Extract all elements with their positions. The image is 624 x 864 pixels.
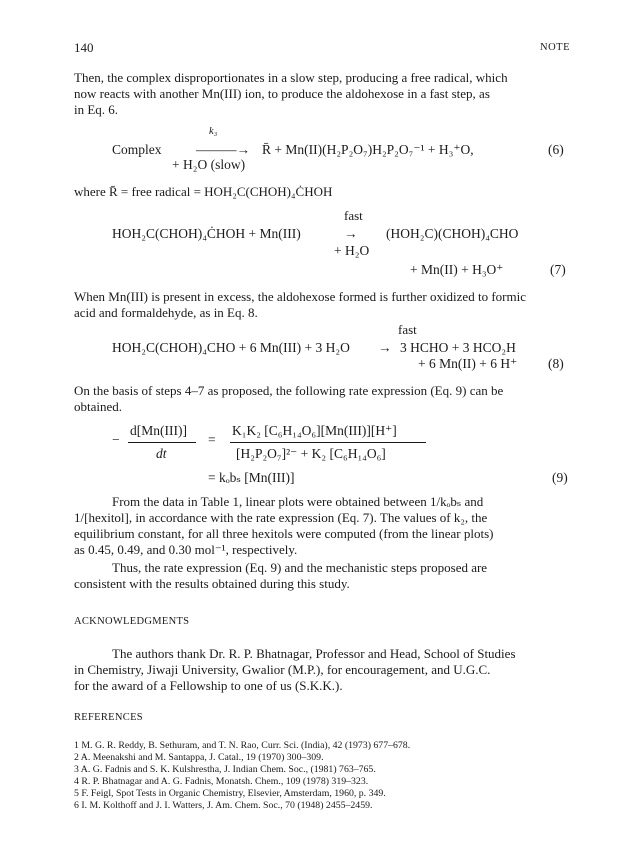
para4-line-1: From the data in Table 1, linear plots were obtained between 1/kₒbₛ and (112, 494, 484, 509)
where-line: where R̄ = free radical = HOH₂C(CHOH)₄ĊHOH (74, 184, 333, 199)
para5-line-2: consistent with the results obtained during this study. (74, 576, 350, 591)
intro-line-3: in Eq. 6. (74, 102, 119, 117)
references-heading: REFERENCES (74, 712, 143, 723)
para4-line-4: as 0.45, 0.49, and 0.30 mol⁻¹, respectively. (74, 542, 298, 557)
ack-heading: ACKNOWLEDGMENTS (74, 616, 190, 627)
eq8-left: HOH₂C(CHOH)₄CHO + 6 Mn(III) + 3 H₂O (112, 340, 350, 355)
reference-item: 2 A. Meenakshi and M. Santappa, J. Catal., 19 (1970) 300–309. (74, 752, 324, 763)
eq8-number: (8) (548, 356, 564, 371)
reference-item: 5 F. Feigl, Spot Tests in Organic Chemistry, Elsevier, Amsterdam, 1960, p. 349. (74, 788, 386, 799)
page-number: 140 (74, 40, 94, 55)
para2-line-2: acid and formaldehyde, as in Eq. 8. (74, 305, 258, 320)
eq8-arrow: → (378, 340, 392, 355)
para3-line-1: On the basis of steps 4–7 as proposed, the following rate expression (Eq. 9) can be (74, 383, 504, 398)
eq8-line2: + 6 Mn(II) + 6 H⁺ (418, 356, 518, 371)
eq9-minus: − (112, 432, 120, 447)
eq9-number: (9) (552, 470, 568, 485)
eq7-line2: + Mn(II) + H₃O⁺ (410, 262, 504, 277)
eq6-right: R̄ + Mn(II)(H₂P₂O₇)H₂P₂O₇⁻¹ + H₃⁺O, (262, 142, 474, 157)
eq7-label: fast (344, 208, 363, 223)
eq6-below: + H₂O (slow) (172, 157, 246, 172)
eq9-lhs-numerator: d[Mn(III)] (130, 423, 187, 438)
eq7-left: HOH₂C(CHOH)₄ĊHOH + Mn(III) (112, 226, 301, 241)
eq6-arrow-label: k₃ (209, 126, 218, 137)
ack-line-1: The authors thank Dr. R. P. Bhatnagar, Professor and Head, School of Studies (112, 646, 516, 661)
reference-item: 4 R. P. Bhatnagar and A. G. Fadnis, Monatsh. Chem., 109 (1978) 319–323. (74, 776, 369, 787)
eq8-right: 3 HCHO + 3 HCO₂H (400, 340, 516, 355)
eq9-lhs-denominator: dt (156, 446, 167, 461)
ack-line-3: for the award of a Fellowship to one of us (S.K.K.). (74, 678, 343, 693)
eq7-right: (HOH₂C)(CHOH)₄CHO (386, 226, 519, 241)
intro-line-2: now reacts with another Mn(III) ion, to produce the aldohexose in a fast step, as (74, 86, 490, 101)
eq7-water: + H₂O (334, 243, 370, 258)
eq9-lhs-fraction-bar (128, 442, 196, 443)
running-title: NOTE (540, 42, 570, 53)
para4-line-3: equilibrium constant, for all three hexitols were computed (from the linear plots) (74, 526, 494, 541)
para4-line-2: 1/[hexitol], in accordance with the rate expression (Eq. 7). The values of k₂, the (74, 510, 488, 525)
eq9-line2: = kₒbₛ [Mn(III)] (208, 470, 295, 485)
eq8-label: fast (398, 322, 417, 337)
para3-line-2: obtained. (74, 399, 123, 414)
reference-item: 6 I. M. Kolthoff and J. I. Watters, J. Am. Chem. Soc., 70 (1948) 2455–2459. (74, 800, 373, 811)
eq6-arrow: ———→ (196, 142, 250, 157)
eq9-equals: = (208, 432, 216, 447)
para2-line-1: When Mn(III) is present in excess, the aldohexose formed is further oxidized to formic (74, 289, 526, 304)
reference-item: 3 A. G. Fadnis and S. K. Kulshrestha, J. Indian Chem. Soc., (1981) 763–765. (74, 764, 376, 775)
eq7-arrow: → (344, 226, 358, 241)
intro-line-1: Then, the complex disproportionates in a slow step, producing a free radical, which (74, 70, 508, 85)
eq9-rhs-denominator: [H₂P₂O₇]²⁻ + K₂ [C₆H₁₄O₆] (236, 446, 386, 461)
reference-item: 1 M. G. R. Reddy, B. Sethuram, and T. N. Rao, Curr. Sci. (India), 42 (1973) 677–678. (74, 740, 411, 751)
eq6-left: Complex (112, 142, 162, 157)
eq9-rhs-fraction-bar (230, 442, 426, 443)
ack-line-2: in Chemistry, Jiwaji University, Gwalior (M.P.), for encouragement, and U.G.C. (74, 662, 491, 677)
eq6-number: (6) (548, 142, 564, 157)
eq9-rhs-numerator: K₁K₂ [C₆H₁₄O₆][Mn(III)][H⁺] (232, 423, 397, 438)
para5-line-1: Thus, the rate expression (Eq. 9) and the mechanistic steps proposed are (112, 560, 488, 575)
eq7-number: (7) (550, 262, 566, 277)
